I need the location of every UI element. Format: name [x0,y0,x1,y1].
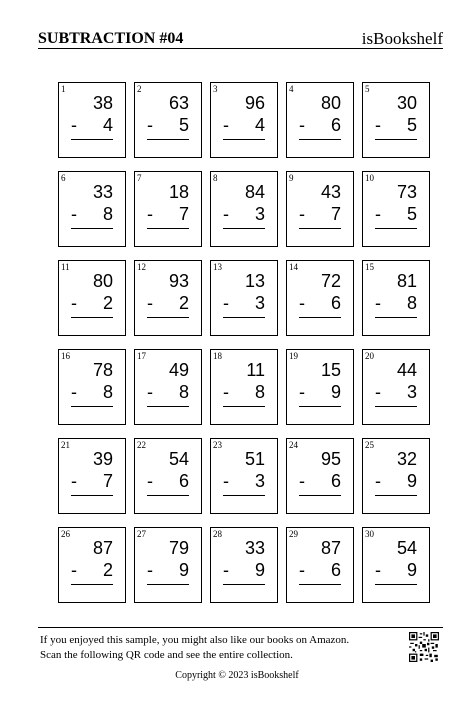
answer-line [375,139,417,140]
subtrahend: 4 [102,115,113,135]
footer-divider [38,627,443,628]
problem-number: 14 [289,262,298,272]
subtrahend: 6 [178,471,189,491]
problem-card [134,260,202,336]
answer-line [299,228,341,229]
minus-sign: - [71,382,77,402]
minus-sign: - [375,115,381,135]
subtrahend: 6 [330,293,341,313]
subtrahend: 9 [254,560,265,580]
subtrahend: 8 [254,382,265,402]
subtrahend: 2 [102,560,113,580]
answer-line [223,228,265,229]
subtrahend: 5 [178,115,189,135]
problem-number: 24 [289,440,298,450]
minuend: 78 [92,360,113,380]
minuend: 96 [244,93,265,113]
problem-card [58,349,126,425]
minus-sign: - [375,204,381,224]
problem-card [362,438,430,514]
problem-number: 15 [365,262,374,272]
problem-number: 10 [365,173,374,183]
problem-card [210,527,278,603]
problem-number: 7 [137,173,142,183]
minuend: 43 [320,182,341,202]
subtrahend: 6 [330,471,341,491]
problem-number: 12 [137,262,146,272]
problem-card [362,527,430,603]
minus-sign: - [375,471,381,491]
subtrahend: 2 [102,293,113,313]
minus-sign: - [147,382,153,402]
problem-card [58,171,126,247]
answer-line [223,139,265,140]
minus-sign: - [71,204,77,224]
minus-sign: - [299,204,305,224]
problem-number: 6 [61,173,66,183]
answer-line [299,406,341,407]
problem-card [362,171,430,247]
answer-line [147,406,189,407]
copyright-text: Copyright © 2023 isBookshelf [175,670,299,681]
problem-number: 3 [213,84,218,94]
problem-card [58,260,126,336]
subtrahend: 7 [178,204,189,224]
answer-line [299,584,341,585]
minus-sign: - [223,471,229,491]
answer-line [71,495,113,496]
answer-line [299,139,341,140]
minuend: 63 [168,93,189,113]
problem-card [58,438,126,514]
subtrahend: 3 [254,471,265,491]
minuend: 32 [396,449,417,469]
minuend: 95 [320,449,341,469]
minus-sign: - [147,204,153,224]
minus-sign: - [147,115,153,135]
problem-card [286,527,354,603]
subtrahend: 9 [330,382,341,402]
answer-line [375,406,417,407]
minuend: 93 [168,271,189,291]
minuend: 54 [396,538,417,558]
subtrahend: 8 [102,204,113,224]
subtrahend: 9 [178,560,189,580]
minuend: 79 [168,538,189,558]
problem-number: 5 [365,84,370,94]
problem-number: 21 [61,440,70,450]
problem-card [210,171,278,247]
minuend: 51 [244,449,265,469]
answer-line [71,317,113,318]
subtrahend: 7 [330,204,341,224]
problem-number: 25 [365,440,374,450]
problem-card [134,171,202,247]
subtrahend: 2 [178,293,189,313]
answer-line [223,584,265,585]
minus-sign: - [375,293,381,313]
minuend: 72 [320,271,341,291]
problem-card [286,349,354,425]
problem-card [210,82,278,158]
subtrahend: 6 [330,115,341,135]
minus-sign: - [71,471,77,491]
problem-number: 19 [289,351,298,361]
minus-sign: - [223,293,229,313]
problem-number: 22 [137,440,146,450]
subtrahend: 6 [330,560,341,580]
problem-card [362,82,430,158]
subtrahend: 3 [254,293,265,313]
minus-sign: - [299,293,305,313]
answer-line [147,317,189,318]
minus-sign: - [223,204,229,224]
minuend: 49 [168,360,189,380]
minus-sign: - [147,560,153,580]
answer-line [147,584,189,585]
subtrahend: 8 [406,293,417,313]
minuend: 80 [92,271,113,291]
minus-sign: - [71,560,77,580]
minus-sign: - [71,293,77,313]
answer-line [71,584,113,585]
minuend: 81 [396,271,417,291]
minuend: 39 [92,449,113,469]
problem-number: 29 [289,529,298,539]
answer-line [223,406,265,407]
subtrahend: 3 [254,204,265,224]
minuend: 87 [320,538,341,558]
answer-line [71,228,113,229]
answer-line [375,584,417,585]
problem-card [286,438,354,514]
problem-card [210,260,278,336]
subtrahend: 8 [102,382,113,402]
minus-sign: - [223,560,229,580]
page-header [38,28,443,49]
minuend: 15 [320,360,341,380]
minus-sign: - [147,471,153,491]
answer-line [223,317,265,318]
minus-sign: - [299,115,305,135]
problem-number: 13 [213,262,222,272]
answer-line [147,139,189,140]
problem-number: 23 [213,440,222,450]
minuend: 80 [320,93,341,113]
answer-line [375,495,417,496]
problem-number: 18 [213,351,222,361]
answer-line [299,317,341,318]
problem-card [58,527,126,603]
problem-card [134,82,202,158]
answer-line [71,139,113,140]
subtrahend: 5 [406,204,417,224]
subtrahend: 8 [178,382,189,402]
minus-sign: - [223,115,229,135]
minuend: 84 [244,182,265,202]
problem-number: 11 [61,262,70,272]
subtrahend: 4 [254,115,265,135]
problem-number: 26 [61,529,70,539]
problem-number: 17 [137,351,146,361]
minus-sign: - [375,382,381,402]
problem-card [210,349,278,425]
minus-sign: - [223,382,229,402]
minus-sign: - [299,382,305,402]
minuend: 54 [168,449,189,469]
answer-line [147,495,189,496]
problem-number: 4 [289,84,294,94]
problem-number: 8 [213,173,218,183]
minus-sign: - [71,115,77,135]
minuend: 13 [244,271,265,291]
subtrahend: 3 [406,382,417,402]
minus-sign: - [299,471,305,491]
footer-line-2: Scan the following QR code and see the entire collection. [40,649,293,661]
problem-number: 16 [61,351,70,361]
problem-card [134,527,202,603]
subtrahend: 7 [102,471,113,491]
problem-number: 1 [61,84,66,94]
minus-sign: - [299,560,305,580]
problem-number: 2 [137,84,142,94]
minuend: 44 [396,360,417,380]
answer-line [147,228,189,229]
minuend: 30 [396,93,417,113]
footer-message [40,633,349,663]
problem-card [134,438,202,514]
minuend: 33 [244,538,265,558]
problem-card [134,349,202,425]
problem-number: 27 [137,529,146,539]
problem-card [362,260,430,336]
answer-line [375,317,417,318]
minuend: 18 [168,182,189,202]
minuend: 11 [246,360,265,380]
answer-line [375,228,417,229]
subtrahend: 9 [406,560,417,580]
problem-card [362,349,430,425]
minuend: 33 [92,182,113,202]
problem-card [286,171,354,247]
minuend: 73 [396,182,417,202]
problem-number: 30 [365,529,374,539]
problem-card [58,82,126,158]
minus-sign: - [147,293,153,313]
answer-line [71,406,113,407]
footer-line-1: If you enjoyed this sample, you might also like our books on Amazon. [40,634,350,646]
answer-line [299,495,341,496]
problem-number: 9 [289,173,294,183]
minus-sign: - [375,560,381,580]
page-title: SUBTRACTION #04 [38,30,184,47]
problem-number: 20 [365,351,374,361]
problem-card [286,82,354,158]
problem-grid [58,82,433,603]
problem-card [286,260,354,336]
qr-code-icon[interactable] [409,632,439,662]
problem-number: 28 [213,529,222,539]
brand-name: isBookshelf [361,29,443,48]
subtrahend: 5 [406,115,417,135]
minuend: 38 [92,93,113,113]
problem-card [210,438,278,514]
minuend: 87 [92,538,113,558]
answer-line [223,495,265,496]
subtrahend: 9 [406,471,417,491]
